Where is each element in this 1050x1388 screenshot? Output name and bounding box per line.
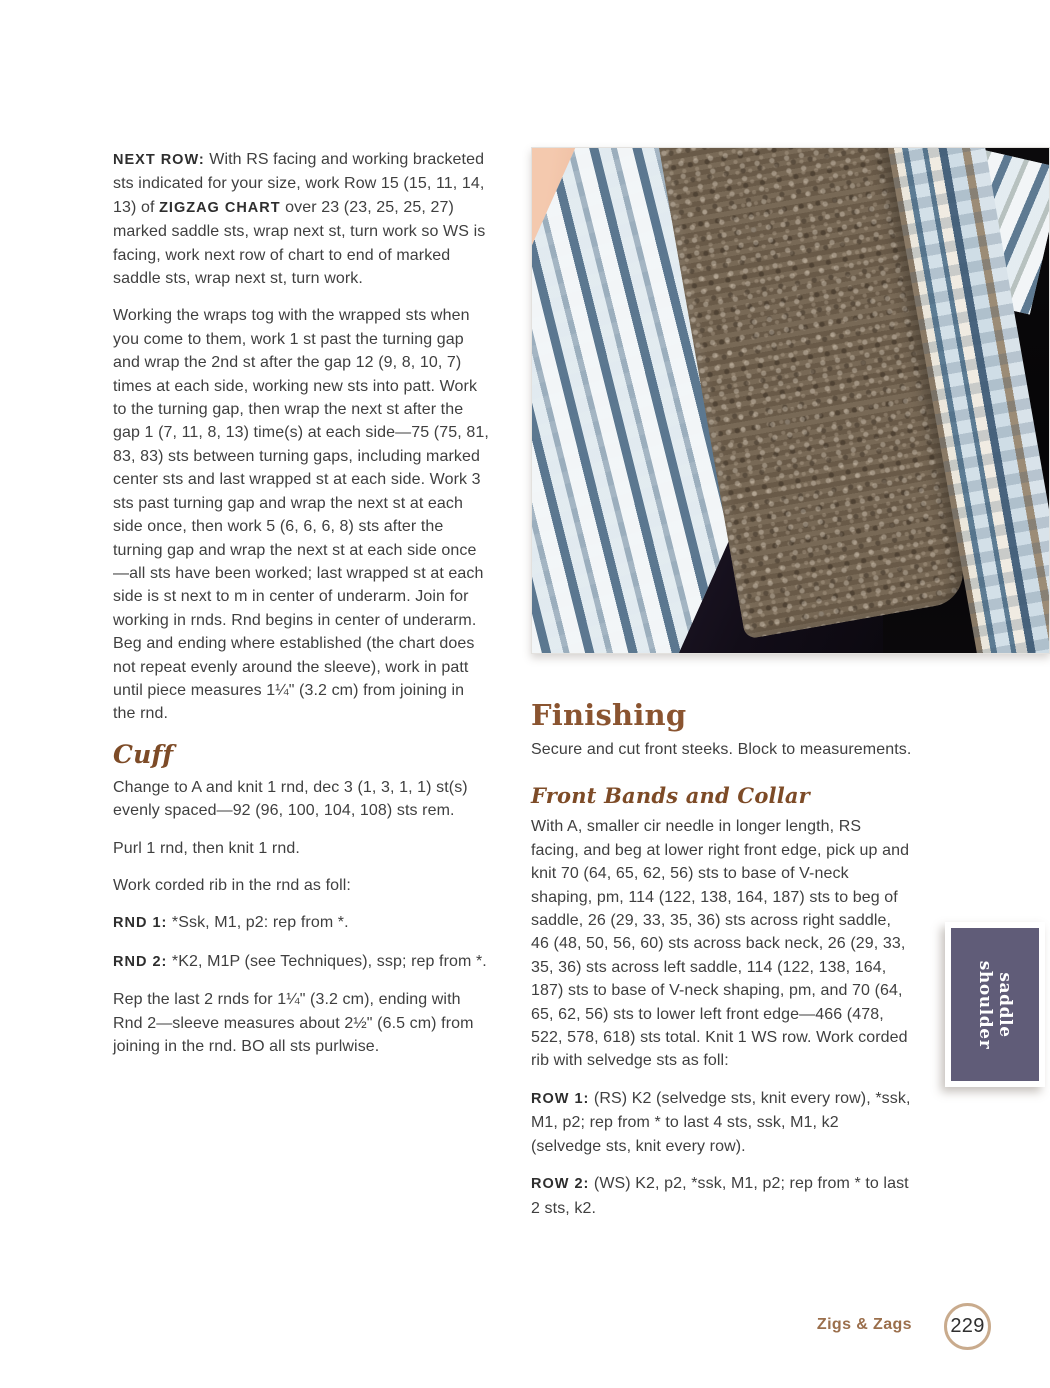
finishing-heading: Finishing [531,698,687,732]
row-2-label: ROW 2: [531,1176,590,1193]
paragraph-cuff-change: Change to A and knit 1 rnd, dec 3 (1, 3, 1, 1) st(s) evenly spaced—92 (96, 100, 104, 108) sts rem. [113,778,468,820]
section-tab-line-1: saddle [995,971,1015,1038]
paragraph-row-1 [531,1087,913,1158]
paragraph-finishing-intro: Secure and cut front steeks. Block to measurements. [531,741,912,758]
cuff-heading: Cuff [113,739,174,769]
section-tab-line-2: shoulder [975,960,995,1049]
section-tab-saddle-shoulder [945,922,1045,1087]
next-row-label: NEXT ROW: [113,152,205,168]
paragraph-rnd-1 [113,911,491,935]
next-row-text-1: With RS facing and working bracketed sts indicated for your size, work Row 15 (15, 11, 14, 13) of [113,151,485,216]
next-row-text-2: over 23 (23, 25, 25, 27) marked saddle sts, wrap next st, turn work so WS is facing, work next row of chart to end of marked saddle sts, wrap next st, turn work. [113,198,486,288]
paragraph-rnd-2 [113,950,491,974]
paragraph-pickup: With A, smaller cir needle in longer length, RS facing, and beg at lower right front edge, pick up and knit 70 (64, 65, 62, 56) sts to base of V-neck shaping, pm, 114 (122, 138, 164, 187) sts to beg of saddle, 26 (29, 33, 35, 36) sts across right saddle, 46 (48, 50, 56, 60) sts across back neck, 26 (29, 33, 35, 36) sts across left saddle, 114 (122, 138, 164, 187) sts to base of V-neck shaping, pm, and 70 (64, 65, 62, 56) sts to lower left front edge—466 (478, 522, 578, 618) sts total. Knit 1 WS row. Work corded rib with selvedge sts as foll: [531,818,910,1070]
footer-chapter-title: Zigs & Zags [816,1316,912,1333]
page-number: 229 [950,1315,985,1337]
rnd-2-text: *K2, M1P (see Techniques), ssp; rep from *. [167,952,487,970]
left-column [113,148,491,1058]
sleeve-cuff-photo [531,147,1050,654]
row-1-text: (RS) K2 (selvedge sts, knit every row), *ssk, M1, p2; rep from * to last 4 sts, ssk, M1, k2 (selvedge sts, knit every row). [531,1089,911,1155]
right-column [531,147,913,1220]
rnd-1-label: RND 1: [113,915,168,932]
row-2-text: (WS) K2, p2, *ssk, M1, p2; rep from * to last 2 sts, k2. [531,1175,909,1217]
paragraph-row-2 [531,1172,913,1220]
row-1-label: ROW 1: [531,1090,590,1107]
paragraph-corded-rib-intro: Work corded rib in the rnd as foll: [113,876,351,894]
front-bands-heading: Front Bands and Collar [531,783,810,809]
paragraph-wraps: Working the wraps tog with the wrapped sts when you come to them, work 1 st past the turning gap and wrap the 2nd st after the gap 12 (9, 8, 10, 7) times at each side, working new sts into patt. Work to the turning gap, then wrap the next st after the gap 1 (7, 11, 8, 13) time(s) at each side—75 (75, 81, 83, 83) sts between turning gaps, including marked center sts and last wrapped st at each side. Work 3 sts past turning gap and wrap the next st at each side once, then work 5 (6, 6, 6, 8) sts after the turning gap and wrap the next st at each side once—all sts have been worked; last wrapped st at each side is st next to m in center of underarm. Join for working in rnds. Rnd begins in center of underarm. Beg and ending where established (the chart does not repeat evenly around the sleeve), work in patt until piece measures 1¼" (3.2 cm) from joining in the rnd. [113,307,489,723]
rnd-2-label: RND 2: [113,953,168,970]
paragraph-cuff-purl: Purl 1 rnd, then knit 1 rnd. [113,839,300,857]
paragraph-next-row [113,148,491,290]
section-tab-background [951,928,1039,1081]
zigzag-chart-name: ZIGZAG CHART [159,199,281,216]
rnd-1-text: *Ssk, M1, p2: rep from *. [167,914,349,932]
page-number-badge [944,1303,991,1350]
section-tab-text [975,928,1015,1081]
paragraph-cuff-rep: Rep the last 2 rnds for 1¼" (3.2 cm), ending with Rnd 2—sleeve measures about 2½" (6.5 cm) from joining in the rnd. BO all sts purlwise. [113,991,474,1055]
